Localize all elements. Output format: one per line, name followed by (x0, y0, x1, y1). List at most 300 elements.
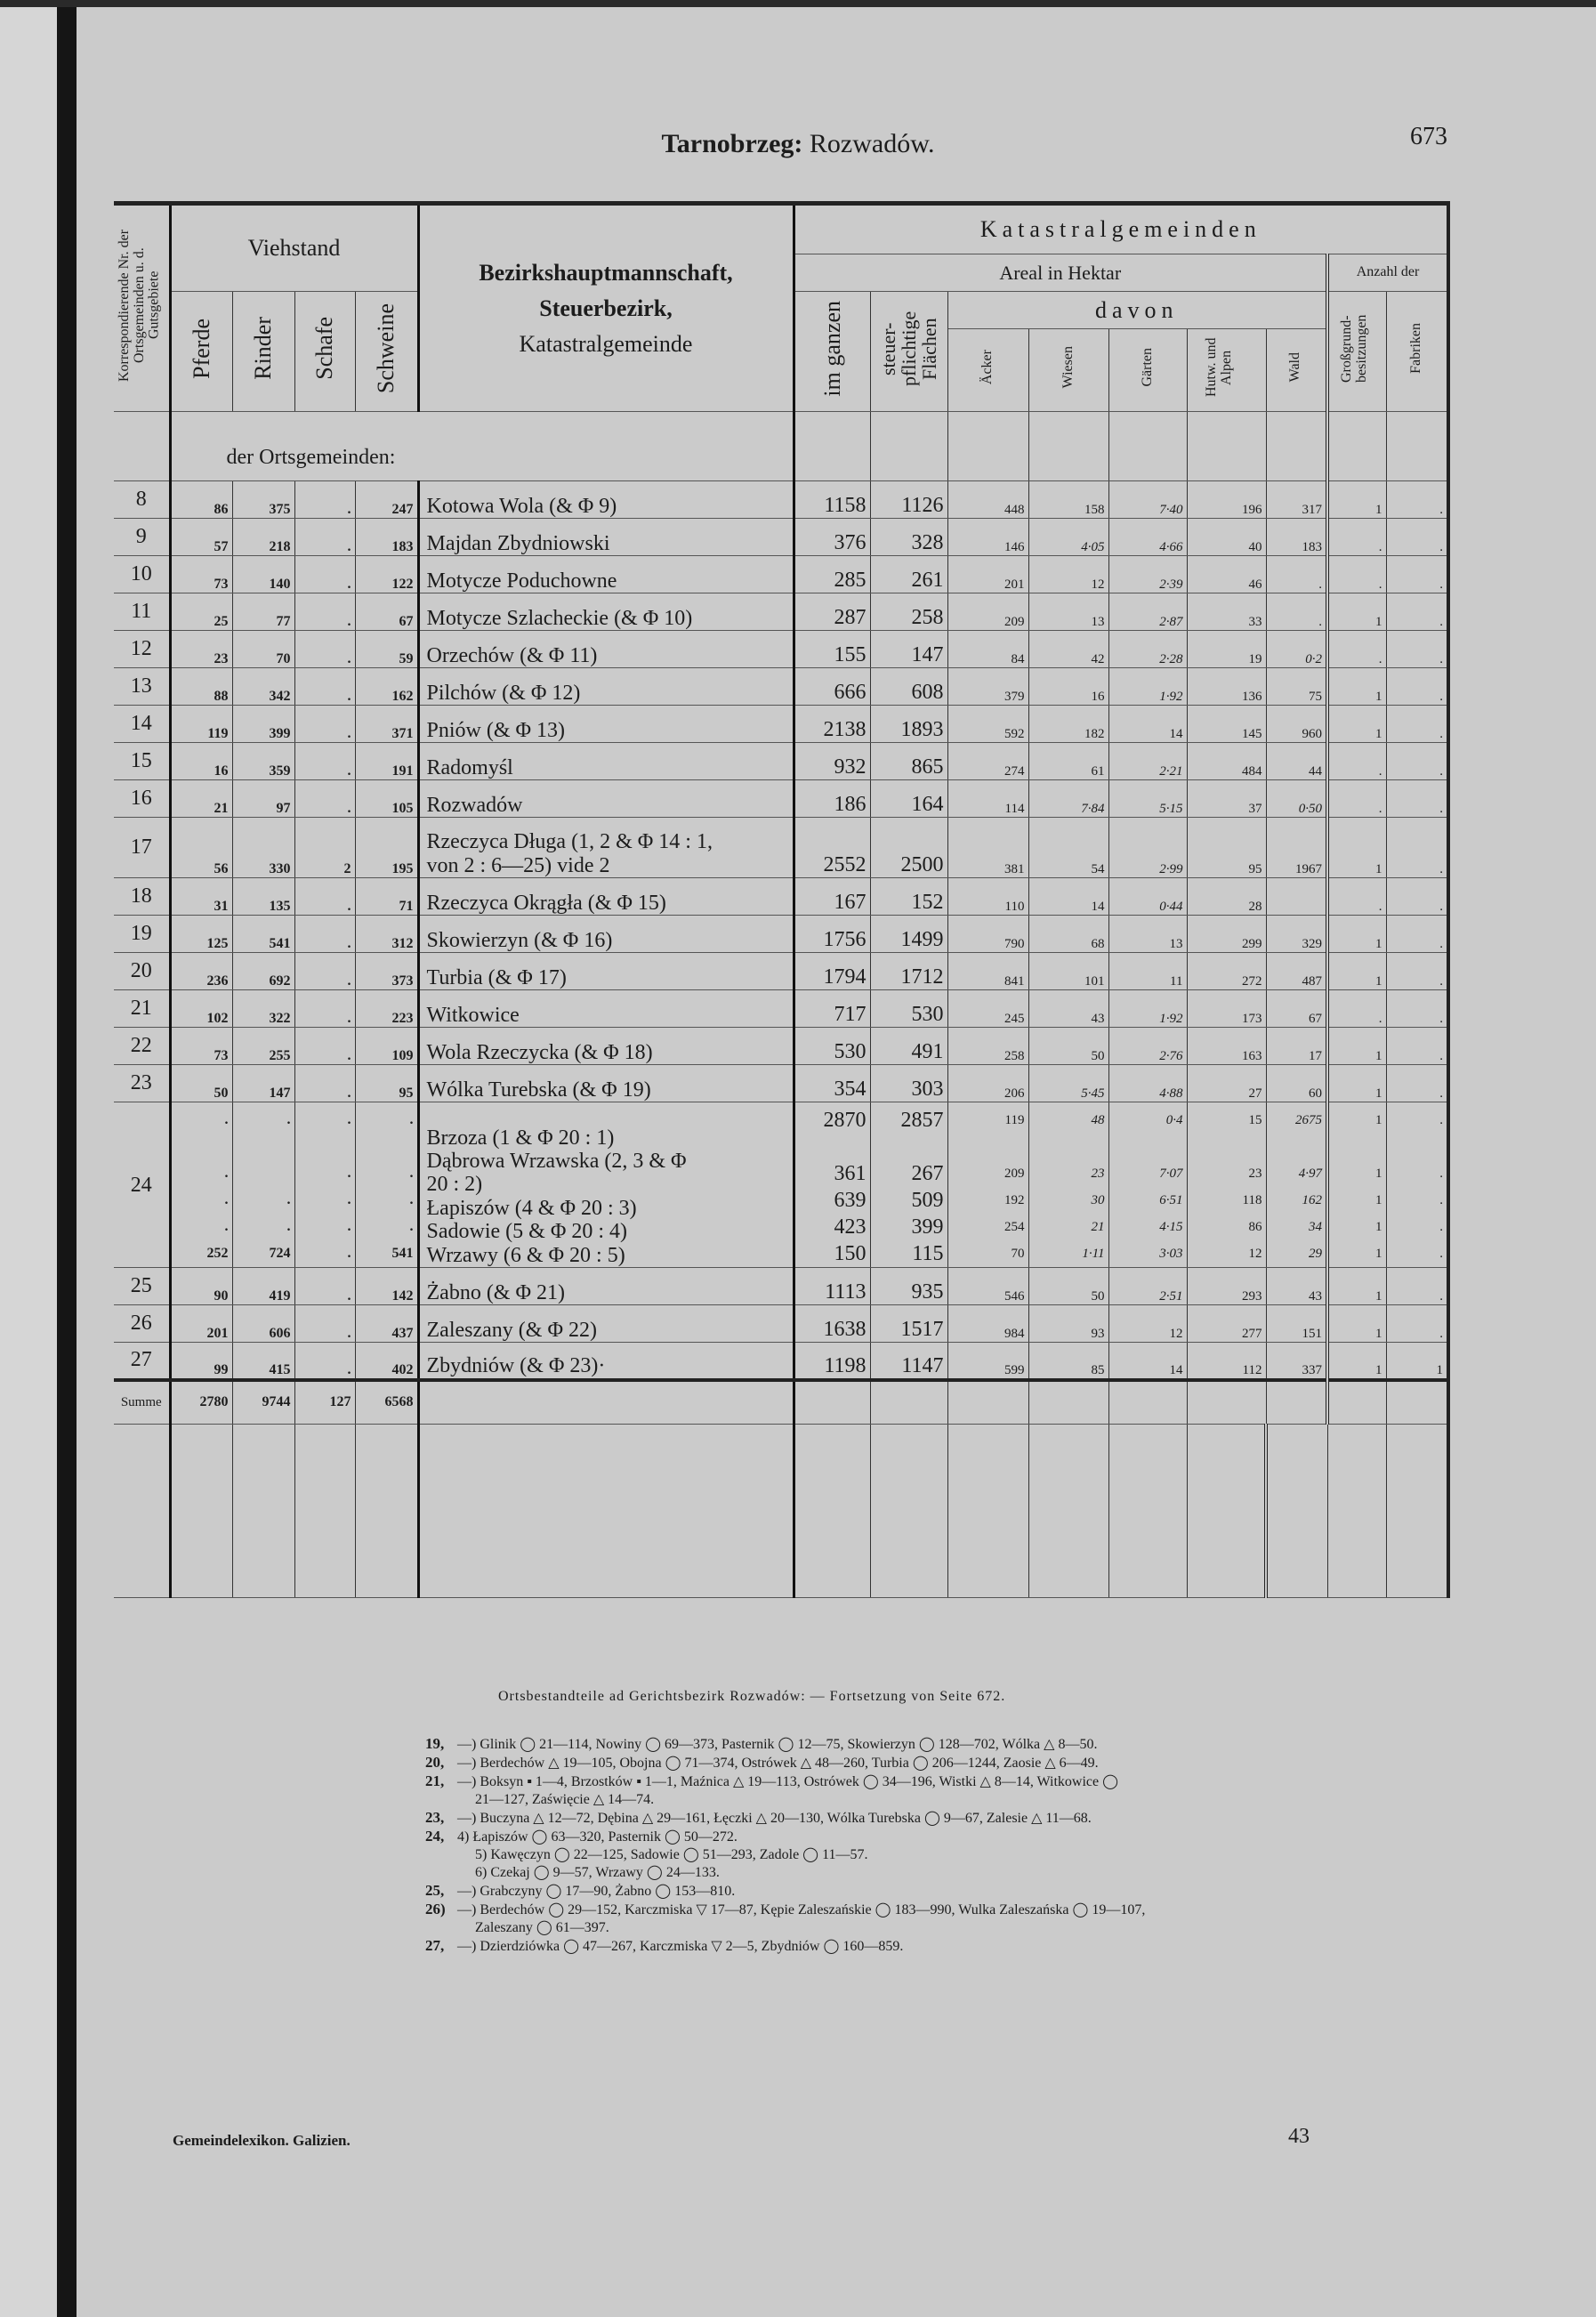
cell-aecker: 245 (947, 990, 1028, 1028)
header-im-ganzen (794, 292, 870, 412)
cell-schweine: 142 (355, 1268, 418, 1305)
cell-wald: . (1266, 556, 1327, 593)
cell-schweine: 59 (355, 631, 418, 668)
row-number: 14 (114, 706, 170, 743)
header-viehstand: Viehstand (170, 204, 418, 292)
cell-aecker: 841 (947, 953, 1028, 990)
cell-fabriken: . (1386, 818, 1448, 878)
sum-row (114, 1380, 1448, 1425)
cell-pferde: 21 (170, 780, 232, 818)
cell-schafe: . (294, 1343, 355, 1380)
cell-gaerten: 2·87 (1108, 593, 1187, 631)
cell-grossgrund: 1 (1327, 916, 1386, 953)
footnote-text: —) Dzierdziówka ◯ 47—267, Karczmiska ▽ 2—5, Zbydniów ◯ 160—859. (457, 1939, 904, 1954)
cell-pferde: 25 (170, 593, 232, 631)
table-row (114, 668, 1448, 706)
cell-name: Radomyśl (418, 743, 794, 780)
empty-cell (114, 1425, 170, 1598)
header-grossgrund-label: Großgrund-besitzungen (1338, 314, 1369, 383)
cell-pferde: 50 (170, 1065, 232, 1102)
cell-im-ganzen: 1113 (794, 1268, 870, 1305)
page-title-court: Rozwadów. (802, 129, 935, 158)
empty-cell (1187, 1380, 1266, 1425)
empty-cell (947, 1425, 1028, 1598)
cell-fabriken: . (1386, 878, 1448, 916)
cell-name: Witkowice (418, 990, 794, 1028)
empty-cell (1386, 412, 1448, 481)
cell-rinder: 415 (232, 1343, 294, 1380)
cell-schafe: . (294, 631, 355, 668)
cell-grossgrund: 1 (1327, 668, 1386, 706)
footnote-number: 19, (425, 1735, 445, 1752)
cell-steuer: 608 (870, 668, 947, 706)
cell-name: Pilchów (& Φ 12) (418, 668, 794, 706)
table-row (114, 519, 1448, 556)
cell-schafe: . (294, 953, 355, 990)
cell-aecker: 110 (947, 878, 1028, 916)
cell-grossgrund: . (1327, 990, 1386, 1028)
cell-pferde: 201 (170, 1305, 232, 1343)
cell-im-ganzen: 530 (794, 1028, 870, 1065)
cell-im-ganzen: 354 (794, 1065, 870, 1102)
table-row (114, 706, 1448, 743)
header-rinder-label: Rinder (250, 317, 276, 380)
cell-wald: 43 (1266, 1268, 1327, 1305)
table-row (114, 1268, 1448, 1305)
cell-im-ganzen: 2870 361 639 423 150 (794, 1102, 870, 1268)
cell-schweine: 437 (355, 1305, 418, 1343)
cell-rinder: 692 (232, 953, 294, 990)
cell-hutw: 484 (1187, 743, 1266, 780)
cell-wald (1266, 878, 1327, 916)
cell-wiesen: 50 (1028, 1028, 1108, 1065)
cell-name: Zbydniów (& Φ 23)· (418, 1343, 794, 1380)
footnote-text: —) Berdechów ◯ 29—152, Karczmiska ▽ 17—87, Kępie Zaleszańskie ◯ 183—990, Wulka Zaleszańska ◯ 19—107, (457, 1902, 1146, 1917)
empty-cell (1266, 1425, 1327, 1598)
cell-steuer: 2857 267 509 399 115 (870, 1102, 947, 1268)
cell-wiesen: 12 (1028, 556, 1108, 593)
cell-fabriken: . (1386, 481, 1448, 519)
cell-hutw: 112 (1187, 1343, 1266, 1380)
cell-aecker: 274 (947, 743, 1028, 780)
cell-gaerten: 4·66 (1108, 519, 1187, 556)
cell-grossgrund: . (1327, 780, 1386, 818)
empty-cell (1028, 412, 1108, 481)
cell-wiesen: 7·84 (1028, 780, 1108, 818)
cell-rinder: 330 (232, 818, 294, 878)
header-name (418, 204, 794, 412)
empty-cell (1327, 1380, 1386, 1425)
table-row (114, 916, 1448, 953)
footnote-line (425, 1809, 1439, 1828)
footnote-text: 21—127, Zaświęcie △ 14—74. (475, 1792, 655, 1807)
table-row (114, 953, 1448, 990)
header-steuer-label: steuer-pflichtige Flächen (876, 311, 940, 386)
cell-rinder: 97 (232, 780, 294, 818)
cell-schafe: . (294, 556, 355, 593)
header-fabriken-label: Fabriken (1407, 323, 1423, 374)
empty-cell (1327, 412, 1386, 481)
cell-im-ganzen: 1158 (794, 481, 870, 519)
cell-aecker: 209 (947, 593, 1028, 631)
cell-schweine: 95 (355, 1065, 418, 1102)
cell-fabriken: . (1386, 1028, 1448, 1065)
cell-schweine: 223 (355, 990, 418, 1028)
cell-schafe: . (294, 668, 355, 706)
header-schafe-label: Schafe (311, 317, 337, 380)
empty-cell (1266, 1380, 1327, 1425)
cell-fabriken: . (1386, 990, 1448, 1028)
section-row (114, 412, 1448, 481)
footnote-line (425, 1937, 1439, 1956)
cell-wiesen: 68 (1028, 916, 1108, 953)
section-label: der Ortsgemeinden: (170, 412, 794, 481)
row-number: 16 (114, 780, 170, 818)
header-aecker-label: Äcker (979, 349, 995, 385)
cell-im-ganzen: 155 (794, 631, 870, 668)
cell-fabriken: . (1386, 706, 1448, 743)
cell-wiesen: 16 (1028, 668, 1108, 706)
footnote-line (425, 1864, 1439, 1882)
cell-wiesen: 4·05 (1028, 519, 1108, 556)
header-grossgrund (1327, 292, 1386, 412)
footnote-number: 27, (425, 1937, 445, 1954)
cell-aecker: 448 (947, 481, 1028, 519)
cell-name: Żabno (& Φ 21) (418, 1268, 794, 1305)
cell-rinder: 218 (232, 519, 294, 556)
cell-schafe: . (294, 916, 355, 953)
cell-im-ganzen: 1638 (794, 1305, 870, 1343)
cell-gaerten: 2·51 (1108, 1268, 1187, 1305)
table-row (114, 481, 1448, 519)
row-number: 15 (114, 743, 170, 780)
cell-aecker: 379 (947, 668, 1028, 706)
cell-wiesen: 101 (1028, 953, 1108, 990)
scan-margin (0, 0, 59, 2317)
cell-rinder: 255 (232, 1028, 294, 1065)
empty-cell (1028, 1425, 1108, 1598)
row-number: 17 (114, 818, 170, 878)
cell-rinder: 147 (232, 1065, 294, 1102)
cell-gaerten: 0·4 7·07 6·51 4·15 3·03 (1108, 1102, 1187, 1268)
header-davon: davon (947, 292, 1327, 329)
cell-im-ganzen: 717 (794, 990, 870, 1028)
empty-cell (1187, 412, 1266, 481)
header-gaerten (1108, 329, 1187, 412)
cell-schweine: 402 (355, 1343, 418, 1380)
empty-cell (1386, 1425, 1448, 1598)
scan-top-edge (0, 0, 1596, 7)
table-row (114, 743, 1448, 780)
cell-steuer: 152 (870, 878, 947, 916)
cell-aecker: 206 (947, 1065, 1028, 1102)
cell-hutw: 196 (1187, 481, 1266, 519)
cell-im-ganzen: 932 (794, 743, 870, 780)
header-anzahl: Anzahl der (1327, 254, 1448, 292)
footnote-number: 20, (425, 1754, 445, 1771)
table-row (114, 780, 1448, 818)
footnote-number: 23, (425, 1809, 445, 1826)
cell-wald: 44 (1266, 743, 1327, 780)
table-row (114, 556, 1448, 593)
cell-grossgrund: 1 (1327, 1305, 1386, 1343)
page-title-district: Tarnobrzeg: (661, 129, 803, 158)
cell-name: Turbia (& Φ 17) (418, 953, 794, 990)
cell-pferde: 73 (170, 1028, 232, 1065)
cell-schafe: . (294, 1305, 355, 1343)
cell-wald: 60 (1266, 1065, 1327, 1102)
cell-hutw: 173 (1187, 990, 1266, 1028)
filler-row (114, 1425, 1448, 1598)
cell-aecker: 84 (947, 631, 1028, 668)
footnotes (425, 1735, 1439, 1956)
page-title (0, 129, 1596, 159)
cell-fabriken: . (1386, 1268, 1448, 1305)
cell-steuer: 1147 (870, 1343, 947, 1380)
cell-steuer: 1126 (870, 481, 947, 519)
cell-steuer: 1517 (870, 1305, 947, 1343)
cell-rinder: 419 (232, 1268, 294, 1305)
cell-pferde: 90 (170, 1268, 232, 1305)
cell-pferde: 31 (170, 878, 232, 916)
header-name-line2: Steuerbezirk, (539, 295, 673, 321)
cell-pferde: 56 (170, 818, 232, 878)
cell-hutw: 37 (1187, 780, 1266, 818)
cell-rinder: 77 (232, 593, 294, 631)
cell-fabriken: . . . . . (1386, 1102, 1448, 1268)
cell-wiesen: 5·45 (1028, 1065, 1108, 1102)
cell-hutw: 277 (1187, 1305, 1266, 1343)
empty-cell (232, 1425, 294, 1598)
cell-fabriken: . (1386, 631, 1448, 668)
cell-hutw: 27 (1187, 1065, 1266, 1102)
cell-wiesen: 85 (1028, 1343, 1108, 1380)
cell-wald: 960 (1266, 706, 1327, 743)
cell-steuer: 164 (870, 780, 947, 818)
cell-schweine: 109 (355, 1028, 418, 1065)
cell-hutw: 136 (1187, 668, 1266, 706)
cell-aecker: 546 (947, 1268, 1028, 1305)
cell-pferde: 236 (170, 953, 232, 990)
cell-rinder: 399 (232, 706, 294, 743)
cell-wiesen: 54 (1028, 818, 1108, 878)
footnotes-heading: Ortsbestandteile ad Gerichtsbezirk Rozwadów: — Fortsetzung von Seite 672. (498, 1689, 1006, 1704)
cell-fabriken: . (1386, 953, 1448, 990)
empty-cell (1108, 1425, 1187, 1598)
footnote-number: 21, (425, 1772, 445, 1789)
cell-aecker: 381 (947, 818, 1028, 878)
cell-grossgrund: 1 (1327, 706, 1386, 743)
cell-pferde: 88 (170, 668, 232, 706)
cell-aecker: 592 (947, 706, 1028, 743)
footer-sheet-number: 43 (1288, 2125, 1310, 2148)
row-number: 27 (114, 1343, 170, 1380)
footnote-text: 5) Kawęczyn ◯ 22—125, Sadowie ◯ 51—293, Zadole ◯ 11—57. (475, 1847, 868, 1862)
cell-steuer: 491 (870, 1028, 947, 1065)
sum-schweine: 6568 (355, 1380, 418, 1425)
empty-cell (794, 412, 870, 481)
cell-aecker: 790 (947, 916, 1028, 953)
cell-wald: 0·2 (1266, 631, 1327, 668)
header-pferde (170, 292, 232, 412)
cell-schafe: . (294, 990, 355, 1028)
cell-steuer: 530 (870, 990, 947, 1028)
cell-schafe: . (294, 1268, 355, 1305)
footnote-text: —) Grabczyny ◯ 17—90, Żabno ◯ 153—810. (457, 1884, 736, 1899)
cell-wald: 75 (1266, 668, 1327, 706)
row-number: 20 (114, 953, 170, 990)
empty-cell (418, 1425, 794, 1598)
header-aecker (947, 329, 1028, 412)
footnote-text: —) Buczyna △ 12—72, Dębina △ 29—161, Łęczki △ 20—130, Wólka Turebska ◯ 9—67, Zalesie △ 11—68. (457, 1811, 1092, 1826)
empty-cell (1187, 1425, 1266, 1598)
empty-cell (870, 412, 947, 481)
cell-wald: . (1266, 593, 1327, 631)
cell-grossgrund: . (1327, 556, 1386, 593)
row-number: 19 (114, 916, 170, 953)
cell-name: Orzechów (& Φ 11) (418, 631, 794, 668)
cell-schweine: 373 (355, 953, 418, 990)
cell-rinder: 135 (232, 878, 294, 916)
cell-schafe: . (294, 1028, 355, 1065)
cell-hutw: 145 (1187, 706, 1266, 743)
table-row (114, 631, 1448, 668)
cell-fabriken: . (1386, 743, 1448, 780)
header-wald (1266, 329, 1327, 412)
empty-cell (947, 1380, 1028, 1425)
cell-steuer: 1499 (870, 916, 947, 953)
empty-cell (355, 1425, 418, 1598)
header-nr (114, 204, 170, 412)
cell-im-ganzen: 2552 (794, 818, 870, 878)
cell-schweine: 105 (355, 780, 418, 818)
cell-rinder: 359 (232, 743, 294, 780)
empty-cell (794, 1380, 870, 1425)
cell-pferde: 102 (170, 990, 232, 1028)
cell-schafe: 2 (294, 818, 355, 878)
cell-wald: 17 (1266, 1028, 1327, 1065)
header-gaerten-label: Gärten (1139, 347, 1155, 387)
cell-steuer: 2500 (870, 818, 947, 878)
empty-cell (870, 1380, 947, 1425)
cell-hutw: 40 (1187, 519, 1266, 556)
cell-gaerten: 2·21 (1108, 743, 1187, 780)
cell-wald: 0·50 (1266, 780, 1327, 818)
header-rinder (232, 292, 294, 412)
cell-steuer: 261 (870, 556, 947, 593)
cell-schafe: . (294, 743, 355, 780)
header-hutw (1187, 329, 1266, 412)
empty-cell (1108, 412, 1187, 481)
cell-name: Skowierzyn (& Φ 16) (418, 916, 794, 953)
cell-aecker: 114 (947, 780, 1028, 818)
table-row (114, 818, 1448, 878)
cell-schweine: 71 (355, 878, 418, 916)
table-row (114, 1065, 1448, 1102)
empty-cell (870, 1425, 947, 1598)
cell-gaerten: 0·44 (1108, 878, 1187, 916)
cell-rinder: 322 (232, 990, 294, 1028)
cell-pferde: 99 (170, 1343, 232, 1380)
cell-wiesen: 182 (1028, 706, 1108, 743)
row-number: 18 (114, 878, 170, 916)
cell-hutw: 33 (1187, 593, 1266, 631)
empty-cell (294, 1425, 355, 1598)
cell-fabriken: . (1386, 593, 1448, 631)
cell-im-ganzen: 1198 (794, 1343, 870, 1380)
cell-aecker: 119 209 192 254 70 (947, 1102, 1028, 1268)
row-number: 11 (114, 593, 170, 631)
empty-cell (1028, 1380, 1108, 1425)
cell-pferde: 23 (170, 631, 232, 668)
header-name-line3: Katastralgemeinde (519, 330, 693, 357)
row-number: 12 (114, 631, 170, 668)
table-row (114, 593, 1448, 631)
cell-rinder: 606 (232, 1305, 294, 1343)
cell-steuer: 303 (870, 1065, 947, 1102)
cell-wiesen: 14 (1028, 878, 1108, 916)
cell-gaerten: 11 (1108, 953, 1187, 990)
cell-fabriken: . (1386, 780, 1448, 818)
cell-grossgrund: 1 (1327, 1028, 1386, 1065)
cell-schafe: . (294, 593, 355, 631)
cell-name: Rzeczyca Okrągła (& Φ 15) (418, 878, 794, 916)
cell-fabriken: . (1386, 668, 1448, 706)
cell-im-ganzen: 287 (794, 593, 870, 631)
cell-hutw: 28 (1187, 878, 1266, 916)
cell-wiesen: 13 (1028, 593, 1108, 631)
cell-rinder: 70 (232, 631, 294, 668)
footnote-number: 26) (425, 1901, 446, 1917)
cell-schafe: . (294, 1065, 355, 1102)
cell-name: Pniów (& Φ 13) (418, 706, 794, 743)
footnote-line (425, 1901, 1439, 1919)
header-schafe (294, 292, 355, 412)
cell-steuer: 258 (870, 593, 947, 631)
cell-name: Wólka Turebska (& Φ 19) (418, 1065, 794, 1102)
cell-pferde: 73 (170, 556, 232, 593)
cell-schweine: 183 (355, 519, 418, 556)
cell-schafe: . (294, 878, 355, 916)
cell-gaerten: 14 (1108, 706, 1187, 743)
cell-hutw: 46 (1187, 556, 1266, 593)
cell-wiesen: 61 (1028, 743, 1108, 780)
page-number: 673 (1410, 123, 1447, 150)
sum-rinder: 9744 (232, 1380, 294, 1425)
cell-rinder: 375 (232, 481, 294, 519)
footnote-text: 6) Czekaj ◯ 9—57, Wrzawy ◯ 24—133. (475, 1865, 720, 1880)
empty-cell (794, 1425, 870, 1598)
section-nr-cell (114, 412, 170, 481)
cell-aecker: 599 (947, 1343, 1028, 1380)
cell-schafe: . (294, 780, 355, 818)
cell-wald: 151 (1266, 1305, 1327, 1343)
header-fabriken (1386, 292, 1448, 412)
cell-gaerten: 2·39 (1108, 556, 1187, 593)
cell-gaerten: 12 (1108, 1305, 1187, 1343)
cell-im-ganzen: 1794 (794, 953, 870, 990)
footnote-line (425, 1919, 1439, 1937)
cell-gaerten: 4·88 (1108, 1065, 1187, 1102)
cell-fabriken: . (1386, 556, 1448, 593)
cell-gaerten: 13 (1108, 916, 1187, 953)
cell-schafe: . (294, 481, 355, 519)
cell-aecker: 201 (947, 556, 1028, 593)
cell-gaerten: 14 (1108, 1343, 1187, 1380)
cell-im-ganzen: 1756 (794, 916, 870, 953)
cell-hutw: 19 (1187, 631, 1266, 668)
footnote-text: —) Berdechów △ 19—105, Obojna ◯ 71—374, Ostrówek △ 48—260, Turbia ◯ 206—1244, Zaosie △ 6—49. (457, 1756, 1099, 1771)
